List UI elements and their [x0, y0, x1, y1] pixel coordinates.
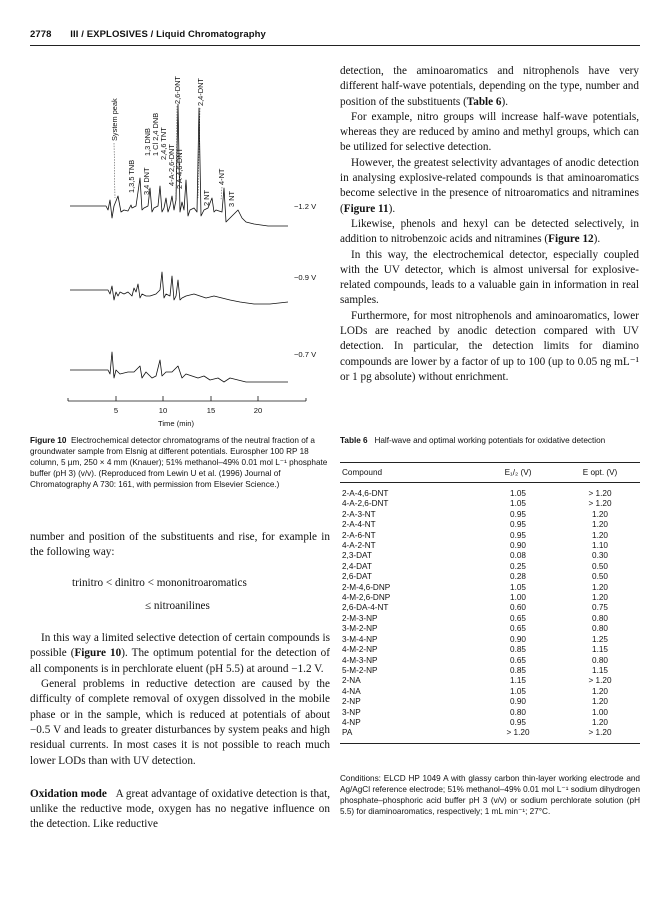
cell-e-opt: 0.80 — [592, 655, 608, 665]
cell-e-opt: 1.20 — [592, 530, 608, 540]
peak-label-246tnt: 2,4,6 TNT — [159, 127, 168, 160]
table-row — [340, 676, 640, 686]
cell-e-opt: 1.20 — [592, 582, 608, 592]
cell-compound: 2,4-DAT — [342, 561, 372, 571]
header-e-opt: E opt. (V) — [558, 463, 640, 483]
table-row — [340, 656, 640, 666]
cell-e-opt: 0.80 — [592, 613, 608, 623]
table-row — [340, 614, 640, 624]
table-row — [340, 531, 640, 541]
paragraph-text: ). — [388, 202, 396, 215]
figure-ref-link[interactable]: Figure 10 — [74, 647, 122, 660]
table-row — [340, 562, 640, 572]
table-ref-link[interactable]: Table 6 — [466, 95, 502, 108]
peak-label-2nt: 2 NT — [202, 189, 211, 206]
peak-label-26dnt: 2,6-DNT — [173, 76, 182, 104]
selectivity-chain-line: ≤ nitroanilines — [145, 599, 210, 612]
cell-e-opt: 1.20 — [592, 697, 608, 707]
cell-compound: 3-M-4-NP — [342, 634, 378, 644]
cell-e-half: 0.95 — [510, 509, 526, 519]
figure-caption — [30, 436, 330, 491]
header-compound: Compound — [340, 463, 476, 483]
trace-minus-0-9v — [70, 272, 288, 304]
cell-e-opt: 1.10 — [592, 541, 608, 551]
cell-compound: 2-A-4,6-DNT — [342, 489, 389, 498]
table-caption — [340, 436, 640, 447]
cell-e-opt: 1.15 — [592, 665, 608, 675]
table-caption-text: Half-wave and optimal working potentials for oxidative detection — [374, 436, 606, 445]
peak-label-34dnt: 3,4 DNT — [142, 167, 151, 195]
cell-e-half: 1.05 — [510, 686, 526, 696]
trace-label-0-7v: −0.7 V — [294, 350, 317, 359]
trace-minus-0-7v — [70, 352, 288, 382]
paragraph-text: However, the greatest selectivity advantages of anodic detection in analysing explosive-related compounds is that aminoaromatics become selective in the presence of nitroaromatics and nitramines ( — [340, 156, 639, 215]
cell-compound: 4-NA — [342, 686, 361, 696]
table-row — [340, 583, 640, 593]
table-row — [340, 645, 640, 655]
table-row — [340, 728, 640, 743]
cell-compound: 3-M-2-NP — [342, 624, 378, 634]
trace-label-0-9v: −0.9 V — [294, 273, 317, 282]
cell-e-opt: 1.20 — [592, 520, 608, 530]
cell-e-opt: 1.20 — [592, 686, 608, 696]
cell-e-opt: 0.50 — [592, 561, 608, 571]
cell-e-opt: > 1.20 — [588, 499, 612, 509]
cell-e-half: 0.95 — [510, 717, 526, 727]
peak-label-24dnt: 2,4-DNT — [196, 78, 205, 106]
cell-e-opt: 0.75 — [592, 603, 608, 613]
paragraph-text: Likewise, phenols and hexyl can be detected selectively, in addition to nitrobenzoic acids and nitramines ( — [340, 217, 639, 246]
cell-e-half: 0.25 — [510, 561, 526, 571]
paragraph: General problems in reductive detection are caused by the difficulty of complete removal of oxygen dissolved in the mobile phase or in the sample, which is reduced at potentials of about −0.5 V and leads to greater disturbances by system peaks and high residual currents. In most cases it is not possible to reach much lower LODs than with UV detection. — [30, 678, 330, 767]
figure-caption-label: Figure 10 — [30, 436, 67, 445]
table-footnote: Conditions: ELCD HP 1049 A with glassy carbon thin-layer working electrode and Ag/AgCl reference electrode; 51% methanol–49% 0.01 mol L⁻¹ sodium dihydrogen phosphate–phosphoric acid buffer pH 3 (v/v) or sodium perchlorate solution (pH 5.5) for diaminoaromatics, respectively; 1 mL min⁻¹; 27°C. — [340, 774, 640, 816]
left-column — [30, 530, 330, 833]
cell-compound: 4-A-2-NT — [342, 541, 376, 551]
cell-e-opt: 0.30 — [592, 551, 608, 561]
table-row — [340, 687, 640, 697]
paragraph: For example, nitro groups will increase half-wave potentials, whereas they are reduced by amino and methyl groups, which can be utilized for selective detection. — [340, 110, 639, 154]
running-title: III / EXPLOSIVES / Liquid Chromatography — [70, 29, 266, 40]
cell-compound: 2,6-DAT — [342, 572, 372, 582]
cell-e-opt: 1.25 — [592, 634, 608, 644]
cell-compound: 2-A-4-NT — [342, 520, 376, 530]
cell-e-opt: 1.15 — [592, 645, 608, 655]
cell-e-half: 0.95 — [510, 520, 526, 530]
cell-e-half: 0.08 — [510, 551, 526, 561]
paragraph — [30, 787, 330, 833]
peak-label-13dnb: 1,3 DNB — [143, 128, 152, 156]
cell-e-half: 0.90 — [510, 541, 526, 551]
leader-line — [114, 143, 115, 198]
paragraph-text: detection, the aminoaromatics and nitrophenols have very different half-wave potentials, depending on the type, number and position of the substituents ( — [340, 65, 639, 108]
cell-compound: 4-M-3-NP — [342, 655, 378, 665]
cell-e-half: 1.00 — [510, 593, 526, 603]
table-row — [340, 718, 640, 728]
cell-e-half: 0.28 — [510, 572, 526, 582]
paragraph: Furthermore, for most nitrophenols and aminoaromatics, lower LODs are reached by anodic detection compared with UV detection. In particular, the detection limits for diamino compounds are lower by a factor of up to 100 (up to 0.05 ng mL⁻¹ or 1 pg absolute) without enrichment. — [340, 309, 639, 383]
figure-ref-link[interactable]: Figure 12 — [548, 233, 594, 246]
cell-compound: 2-A-3-NT — [342, 509, 376, 519]
table-6 — [340, 462, 640, 744]
cell-e-half: 0.85 — [510, 665, 526, 675]
cell-compound: 5-M-2-NP — [342, 665, 378, 675]
paragraph — [340, 64, 639, 110]
paragraph-text: A great advantage of oxidative detection is that, unlike the reductive mode, oxygen has no negative influence on the detection. Like reductive — [30, 787, 331, 831]
cell-e-half: 0.80 — [510, 707, 526, 717]
table-row — [340, 666, 640, 676]
table-row — [340, 499, 640, 509]
cell-e-half: 1.05 — [510, 489, 526, 498]
x-tick-label: 5 — [113, 406, 119, 415]
table-row — [340, 572, 640, 582]
cell-e-half: 1.05 — [510, 582, 526, 592]
table-row — [340, 483, 640, 500]
cell-e-opt: 1.20 — [592, 717, 608, 727]
cell-compound: 2-M-3-NP — [342, 613, 378, 623]
paragraph: In this way, the electrochemical detector, especially coupled with the UV detector, which is almost universal for explosive-related compounds, leads to a valuable gain in information in real samples. — [340, 248, 639, 307]
cell-compound: 2-NP — [342, 697, 361, 707]
peak-label-4nt: 4-NT — [217, 168, 226, 185]
trace-minus-1-2v — [70, 104, 288, 226]
peak-label-2a46dnt: 2 A-4,6-DNT — [175, 147, 184, 189]
cell-e-half: 0.90 — [510, 697, 526, 707]
cell-e-opt: 0.80 — [592, 624, 608, 634]
peak-label-system: System peak — [110, 98, 119, 141]
table-row — [340, 551, 640, 561]
peak-label-1cl24dnb: 1 Cl 2,4 DNB — [151, 112, 160, 156]
paragraph — [340, 217, 639, 248]
cell-e-half: > 1.20 — [476, 728, 558, 743]
trace-label-1-2v: −1.2 V — [294, 202, 317, 211]
cell-e-half: 0.90 — [510, 634, 526, 644]
table-row — [340, 624, 640, 634]
cell-e-opt: 0.50 — [592, 572, 608, 582]
table-row — [340, 520, 640, 530]
paragraph-text: ). — [501, 95, 509, 108]
cell-e-half: 0.95 — [510, 530, 526, 540]
page-number: 2778 — [30, 29, 52, 40]
table-caption-label: Table 6 — [340, 436, 368, 445]
cell-compound: 2,6-DA-4-NT — [342, 603, 389, 613]
peak-label-3nt: 3 NT — [227, 190, 236, 207]
x-tick-label: 15 — [206, 406, 216, 415]
table-row — [340, 541, 640, 551]
table-row — [340, 510, 640, 520]
paragraph — [340, 156, 639, 217]
cell-e-opt: 1.20 — [592, 593, 608, 603]
paragraph-text: In this way a limited selective detection of certain compounds is possible ( — [30, 632, 330, 660]
cell-compound: 4-M-2,6-DNP — [342, 593, 391, 603]
figure-ref-link[interactable]: Figure 11 — [343, 202, 389, 215]
leader-line — [221, 187, 222, 200]
cell-compound: 2-NA — [342, 676, 361, 686]
cell-e-opt: 1.20 — [592, 509, 608, 519]
header-e-half: E₁/₂ (V) — [476, 463, 558, 483]
figure-10 — [58, 60, 338, 432]
table-body — [340, 483, 640, 744]
cell-e-opt: 1.00 — [592, 707, 608, 717]
table-row — [340, 635, 640, 645]
cell-e-opt: > 1.20 — [588, 676, 612, 686]
table-row — [340, 593, 640, 603]
cell-compound: 4-A-2,6-DNT — [342, 499, 389, 509]
table-header-row — [340, 463, 640, 483]
paragraph: number and position of the substituents and rise, for example in the following way: — [30, 531, 330, 559]
cell-e-half: 0.60 — [510, 603, 526, 613]
header-rule — [30, 45, 640, 46]
right-column — [340, 64, 639, 385]
table-row — [340, 697, 640, 707]
cell-e-half: 0.65 — [510, 613, 526, 623]
x-tick-label: 20 — [253, 406, 263, 415]
cell-e-opt: > 1.20 — [558, 728, 640, 743]
cell-e-half: 1.15 — [510, 676, 526, 686]
cell-compound: 2-A-6-NT — [342, 530, 376, 540]
peak-label-135tnb: 1,3,5 TNB — [127, 159, 136, 193]
cell-compound: 3-NP — [342, 707, 361, 717]
figure-caption-text: Electrochemical detector chromatograms of the neutral fraction of a groundwater sample from Elsnig at different potentials. Eurospher 100 RP 18 column, 5 µm, 250 × 4 mm (Knauer); 51% methanol–49% 0.01 mol L⁻¹ phosphate buffer (pH 3) (v/v). (Reproduced from Lewin U et al. (1996) Journal of Chromatography A 730: 161, with permission from Elsevier Science.) — [30, 436, 328, 489]
cell-compound: 4-M-2-NP — [342, 645, 378, 655]
cell-e-half: 1.05 — [510, 499, 526, 509]
cell-e-half: 0.65 — [510, 624, 526, 634]
cell-compound: PA — [340, 728, 476, 743]
paragraph-text: ). — [593, 233, 601, 246]
running-head — [30, 29, 266, 40]
cell-e-opt: > 1.20 — [588, 489, 612, 498]
x-axis-label: Time (min) — [158, 419, 194, 428]
x-tick-label: 10 — [158, 406, 168, 415]
cell-compound: 2-M-4,6-DNP — [342, 582, 391, 592]
table-row — [340, 708, 640, 718]
section-subhead: Oxidation mode — [30, 787, 107, 800]
paragraph — [30, 631, 330, 677]
selectivity-chain-line: trinitro < dinitro < mononitroaromatics — [72, 576, 247, 589]
cell-compound: 4-NP — [342, 717, 361, 727]
table-row — [340, 603, 640, 613]
paragraph-text: ). The optimum potential for the detection of all components is in perchlorate eluent (pH 5.5) at around −1.2 V. — [30, 647, 330, 675]
peak-label-4a26dnt: 4-A-2,6-DNT — [167, 144, 176, 186]
cell-e-half: 0.85 — [510, 645, 526, 655]
cell-e-half: 0.65 — [510, 655, 526, 665]
cell-compound: 2,3-DAT — [342, 551, 372, 561]
